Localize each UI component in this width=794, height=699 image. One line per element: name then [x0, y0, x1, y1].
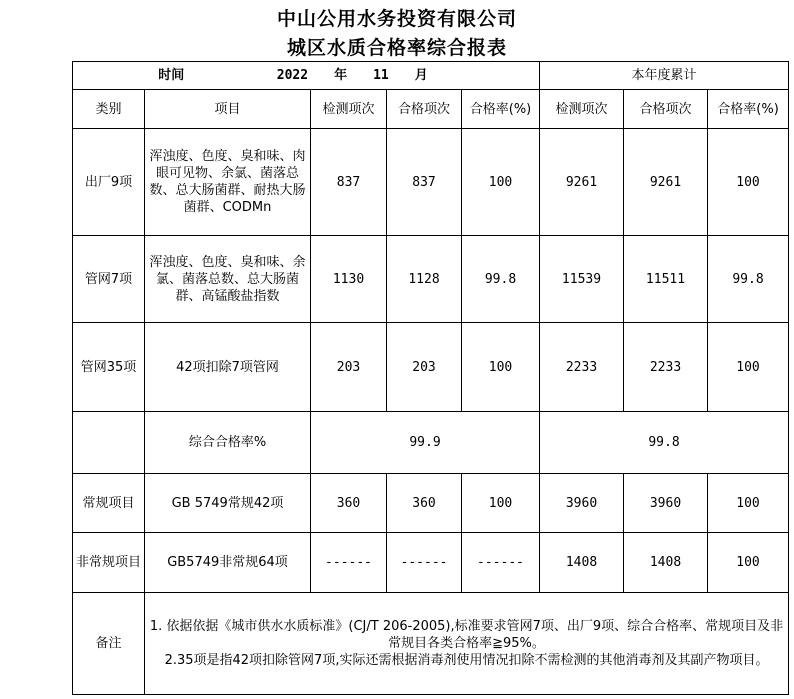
- table-row: [73, 474, 789, 533]
- row-item: 浑浊度、色度、臭和味、余氯、菌落总数、总大肠菌群、高锰酸盐指数: [145, 236, 311, 323]
- row-annual-tested: 11539: [540, 236, 624, 323]
- header-annual-rate: 合格率(%): [708, 90, 789, 129]
- row-annual-rate: 99.8: [708, 236, 789, 323]
- header-rate: 合格率(%): [462, 90, 540, 129]
- row-tested: 360: [311, 474, 387, 533]
- header-row: [73, 90, 789, 129]
- row-item: GB5749非常规64项: [145, 533, 311, 593]
- header-annual-passed: 合格项次: [624, 90, 708, 129]
- row-passed: 203: [387, 323, 462, 412]
- row-category: 常规项目: [73, 474, 145, 533]
- report-title: 城区水质合格率综合报表: [286, 37, 507, 59]
- notes-content: [145, 593, 789, 695]
- row-annual-rate: 100: [708, 323, 789, 412]
- row-annual-passed: 3960: [624, 474, 708, 533]
- row-item: GB 5749常规42项: [145, 474, 311, 533]
- header-tested: 检测项次: [311, 90, 387, 129]
- note-line-2: 2.35项是指42项扣除管网7项,实际还需根据消毒剂使用情况扣除不需检测的其他消毒剂及其副产物项目。: [164, 653, 769, 668]
- table-row: [73, 323, 789, 412]
- header-annual-tested: 检测项次: [540, 90, 624, 129]
- row-annual-tested: 2233: [540, 323, 624, 412]
- row-category: 管网35项: [73, 323, 145, 412]
- annual-header: 本年度累计: [540, 62, 789, 90]
- notes-row: [73, 593, 789, 695]
- row-annual-rate: 100: [708, 533, 789, 593]
- composite-annual-value: 99.8: [540, 412, 789, 474]
- row-tested: 203: [311, 323, 387, 412]
- composite-value: 99.9: [311, 412, 540, 474]
- row-rate: 99.8: [462, 236, 540, 323]
- row-passed: 1128: [387, 236, 462, 323]
- row-annual-passed: 9261: [624, 129, 708, 236]
- row-passed: 837: [387, 129, 462, 236]
- header-item: 项目: [145, 90, 311, 129]
- composite-row: [73, 412, 789, 474]
- composite-empty-cell: [73, 412, 145, 474]
- row-rate: 100: [462, 323, 540, 412]
- row-category: 管网7项: [73, 236, 145, 323]
- row-item: 浑浊度、色度、臭和味、肉眼可见物、余氯、菌落总数、总大肠菌群、耐热大肠菌群、CODMn: [145, 129, 311, 236]
- row-tested: 837: [311, 129, 387, 236]
- time-cell: [73, 62, 540, 90]
- composite-label: 综合合格率%: [145, 412, 311, 474]
- time-label: 时间: [158, 68, 185, 83]
- row-tested: ------: [311, 533, 387, 593]
- row-rate: ------: [462, 533, 540, 593]
- row-annual-rate: 100: [708, 474, 789, 533]
- report-period: 2022 年 11 月: [276, 68, 428, 83]
- row-annual-tested: 1408: [540, 533, 624, 593]
- row-annual-passed: 11511: [624, 236, 708, 323]
- row-annual-tested: 3960: [540, 474, 624, 533]
- table-row: [73, 533, 789, 593]
- header-category: 类别: [73, 90, 145, 129]
- row-category: 出厂9项: [73, 129, 145, 236]
- row-category: 非常规项目: [73, 533, 145, 593]
- row-item: 42项扣除7项管网: [145, 323, 311, 412]
- table-row: [73, 129, 789, 236]
- row-rate: 100: [462, 474, 540, 533]
- note-line-1: 1. 依据依据《城市供水水质标准》(CJ/T 206-2005),标准要求管网7项、出厂9项、综合合格率、常规项目及非常规目各类合格率≧95%。: [149, 619, 784, 651]
- row-annual-passed: 1408: [624, 533, 708, 593]
- row-annual-passed: 2233: [624, 323, 708, 412]
- notes-label: 备注: [73, 593, 145, 695]
- row-passed: 360: [387, 474, 462, 533]
- table-row: [73, 236, 789, 323]
- report-company-title: 中山公用水务投资有限公司: [276, 8, 517, 30]
- row-rate: 100: [462, 129, 540, 236]
- row-passed: ------: [387, 533, 462, 593]
- time-row: [73, 62, 789, 90]
- row-annual-rate: 100: [708, 129, 789, 236]
- header-passed: 合格项次: [387, 90, 462, 129]
- water-quality-report-table: [72, 61, 789, 695]
- row-annual-tested: 9261: [540, 129, 624, 236]
- row-tested: 1130: [311, 236, 387, 323]
